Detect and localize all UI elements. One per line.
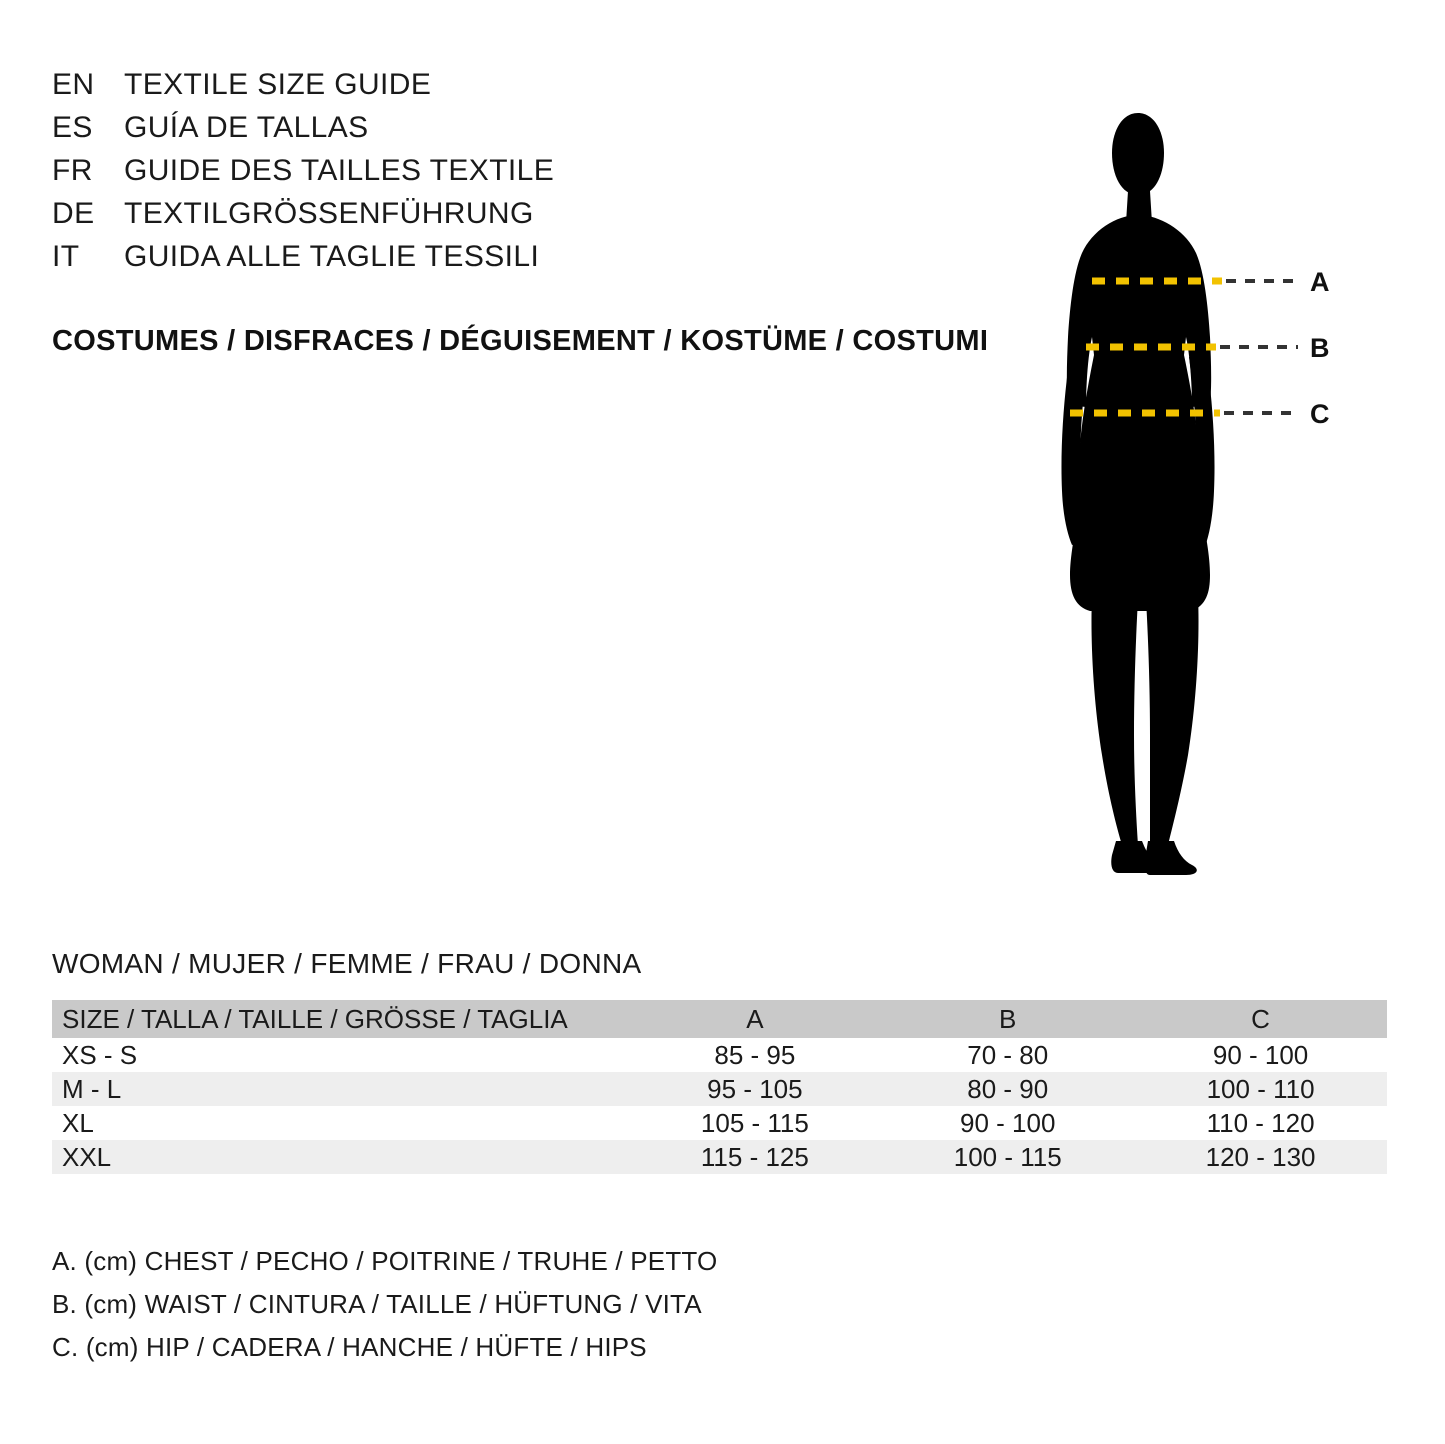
size-table: [52, 1000, 1387, 1174]
column-header-b: B: [881, 1000, 1134, 1038]
cell-b: 100 - 115: [881, 1140, 1134, 1174]
marker-label-c: C: [1310, 399, 1330, 429]
marker-label-a: A: [1310, 267, 1330, 297]
table-row: [52, 1140, 1387, 1174]
cell-c: 110 - 120: [1134, 1106, 1387, 1140]
cell-b: 70 - 80: [881, 1038, 1134, 1072]
cell-size: XL: [52, 1106, 628, 1140]
legend-line-c: C. (cm) HIP / CADERA / HANCHE / HÜFTE / HIPS: [52, 1332, 647, 1362]
table-row: [52, 1106, 1387, 1140]
language-code-de: DE: [52, 197, 95, 230]
legend-line-b: B. (cm) WAIST / CINTURA / TAILLE / HÜFTUNG / VITA: [52, 1289, 702, 1319]
language-row-fr: [52, 154, 972, 197]
table-section-title: WOMAN / MUJER / FEMME / FRAU / DONNA: [52, 948, 642, 979]
cell-c: 120 - 130: [1134, 1140, 1387, 1174]
cell-c: 100 - 110: [1134, 1072, 1387, 1106]
cell-b: 90 - 100: [881, 1106, 1134, 1140]
language-code-fr: FR: [52, 154, 93, 187]
costumes-subtitle: COSTUMES / DISFRACES / DÉGUISEMENT / KOSTÜME / COSTUMI: [52, 325, 989, 357]
measurement-legend: [52, 1240, 1252, 1369]
table-header-row: [52, 1000, 1387, 1038]
language-text-es: GUÍA DE TALLAS: [124, 111, 369, 144]
legend-line-a: A. (cm) CHEST / PECHO / POITRINE / TRUHE / PETTO: [52, 1246, 718, 1276]
column-header-size: SIZE / TALLA / TAILLE / GRÖSSE / TAGLIA: [52, 1000, 628, 1038]
language-row-de: [52, 197, 972, 240]
cell-a: 85 - 95: [628, 1038, 881, 1072]
language-row-en: [52, 68, 972, 111]
cell-size: XS - S: [52, 1038, 628, 1072]
language-text-it: GUIDA ALLE TAGLIE TESSILI: [124, 240, 540, 273]
cell-a: 105 - 115: [628, 1106, 881, 1140]
language-text-de: TEXTILGRÖSSENFÜHRUNG: [124, 197, 534, 230]
column-header-c: C: [1134, 1000, 1387, 1038]
cell-a: 115 - 125: [628, 1140, 881, 1174]
language-code-it: IT: [52, 240, 80, 273]
table-row: [52, 1072, 1387, 1106]
size-table-body: [52, 1038, 1387, 1174]
cell-size: XXL: [52, 1140, 628, 1174]
language-code-en: EN: [52, 68, 95, 101]
column-header-a: A: [628, 1000, 881, 1038]
language-code-es: ES: [52, 111, 93, 144]
table-row: [52, 1038, 1387, 1072]
cell-b: 80 - 90: [881, 1072, 1134, 1106]
language-title-list: [52, 68, 972, 283]
cell-size: M - L: [52, 1072, 628, 1106]
language-row-it: [52, 240, 972, 283]
language-text-en: TEXTILE SIZE GUIDE: [124, 68, 432, 101]
cell-a: 95 - 105: [628, 1072, 881, 1106]
language-text-fr: GUIDE DES TAILLES TEXTILE: [124, 154, 555, 187]
size-table-head: [52, 1000, 1387, 1038]
language-row-es: [52, 111, 972, 154]
female-silhouette-figure: [1020, 55, 1380, 895]
marker-label-b: B: [1310, 333, 1330, 363]
silhouette-icon: [1020, 55, 1380, 895]
cell-c: 90 - 100: [1134, 1038, 1387, 1072]
